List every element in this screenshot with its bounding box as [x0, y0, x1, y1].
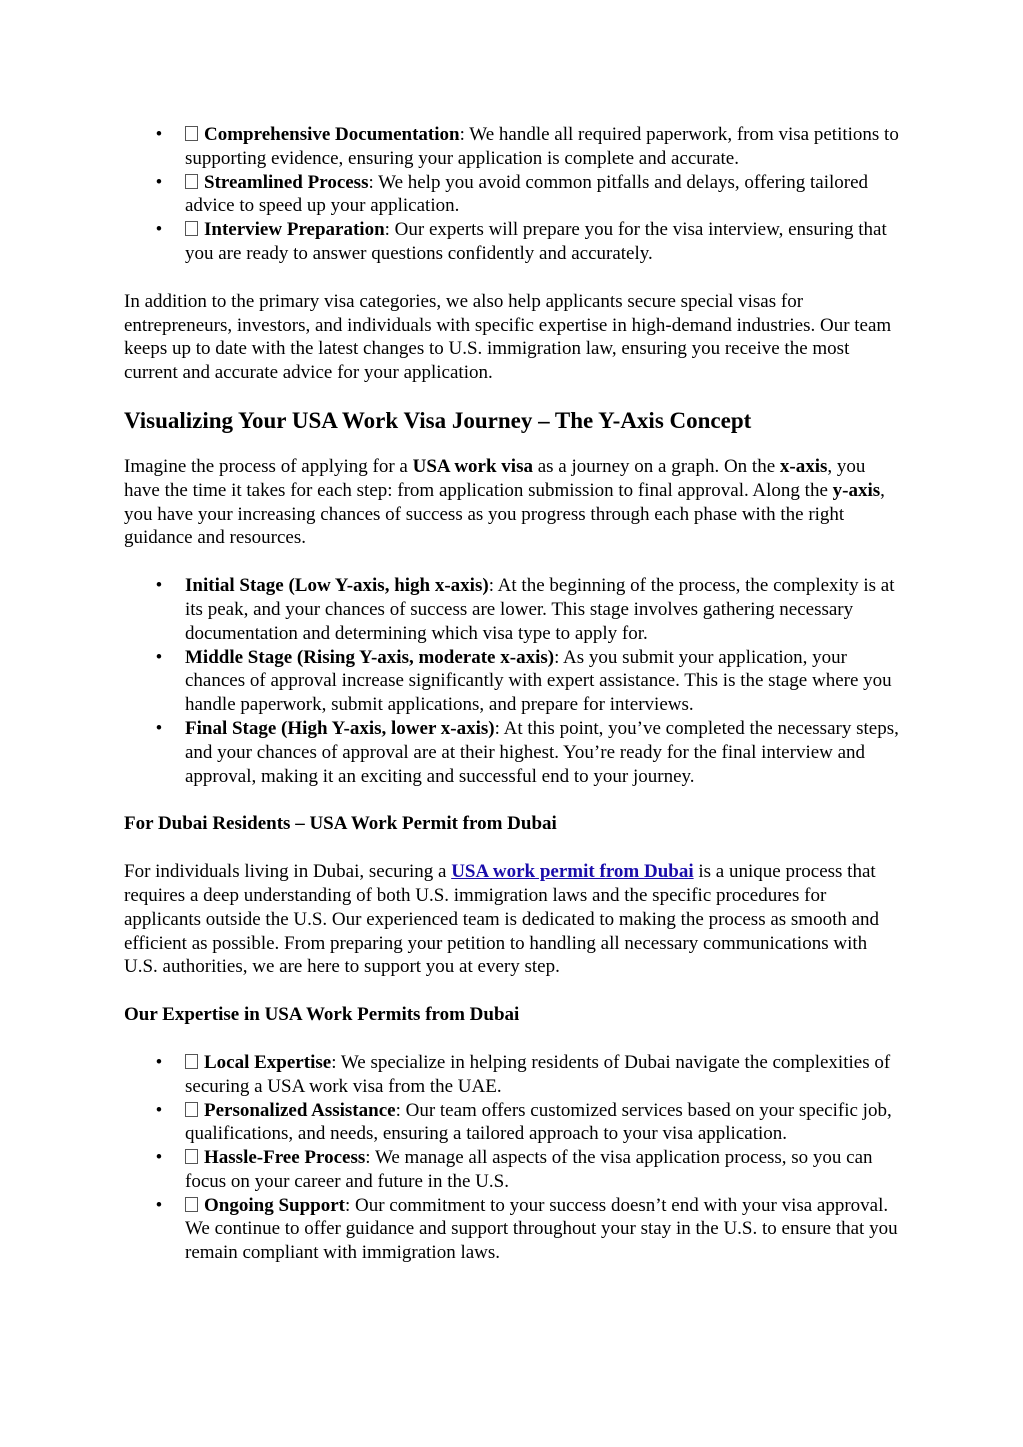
document-page	[124, 123, 904, 1265]
bold-run: USA work visa	[412, 455, 533, 477]
list-item	[124, 1099, 904, 1147]
text-run: is a unique process that requires a deep understanding of both U.S. immigration laws and the specific procedures for applicants outside the U.S. Our experienced team is dedicated to making the process as smooth and efficient as possible. From preparing your petition to handling all necessary communications with U.S. authorities, we are here to support you at every step.	[124, 861, 880, 978]
stages-list	[124, 574, 904, 788]
bullet-icon: •	[155, 646, 163, 668]
bullet-icon: •	[155, 1194, 163, 1216]
missing-glyph-icon	[185, 1102, 198, 1117]
text-run: For individuals living in Dubai, securing a	[124, 861, 452, 883]
list-item-title: Local Expertise	[204, 1051, 332, 1073]
list-item-text: : Our commitment to your success doesn’t end with your visa approval. We continue to offer guidance and support throughout your stay in the U.S. to ensure that you remain compliant with immigration laws.	[185, 1194, 898, 1264]
list-item-text: : We help you avoid common pitfalls and delays, offering tailored advice to speed up your application.	[185, 171, 869, 217]
text-run: , you have your increasing chances of success as you progress through each phase with the right guidance and resources.	[124, 479, 885, 549]
intro-list	[124, 123, 904, 266]
paragraph-additional: In addition to the primary visa categories, we also help applicants secure special visas for entrepreneurs, investors, and individuals with specific expertise in high-demand industries. Our team keeps up to date with the latest changes to U.S. immigration law, ensuring you receive the most current and accurate advice for your application.	[124, 290, 892, 384]
usa-work-permit-link[interactable]: USA work permit from Dubai	[451, 861, 694, 883]
list-item-title: Middle Stage (Rising Y-axis, moderate x-axis)	[185, 646, 555, 668]
list-item-text: : We manage all aspects of the visa application process, so you can focus on your career and future in the U.S.	[185, 1147, 873, 1192]
list-item-text: : At this point, you’ve completed the necessary steps, and your chances of approval are at their highest. You’re ready for the final interview and approval, making it an exciting and successful end to your journey.	[185, 717, 899, 787]
list-item-text: : Our team offers customized services based on your specific job, qualifications, and needs, ensuring a tailored approach to your visa application.	[185, 1099, 892, 1145]
bullet-icon: •	[155, 219, 163, 241]
bold-run: y-axis	[832, 479, 881, 501]
missing-glyph-icon	[185, 174, 198, 189]
text-run: , you have the time it takes for each step: from application submission to final approval. Along the	[124, 455, 866, 501]
heading-visualizing: Visualizing Your USA Work Visa Journey – The Y-Axis Concept	[124, 407, 752, 433]
list-item-title: Ongoing Support	[204, 1194, 345, 1216]
list-item	[124, 123, 904, 171]
text-run: Imagine the process of applying for a	[124, 455, 413, 477]
paragraph-dubai	[124, 860, 904, 979]
missing-glyph-icon	[185, 1054, 198, 1069]
list-item-title: Comprehensive Documentation	[204, 124, 460, 145]
list-item	[124, 1194, 904, 1265]
list-item-title: Initial Stage (Low Y-axis, high x-axis)	[185, 575, 489, 597]
missing-glyph-icon	[185, 1197, 198, 1212]
list-item	[124, 171, 904, 219]
list-item-title: Final Stage (High Y-axis, lower x-axis)	[185, 717, 495, 739]
list-item-title: Hassle-Free Process	[204, 1147, 366, 1169]
missing-glyph-icon	[185, 221, 198, 236]
list-item	[124, 717, 904, 788]
list-item	[124, 218, 904, 266]
list-item	[124, 1146, 904, 1194]
missing-glyph-icon	[185, 126, 198, 141]
list-item	[124, 646, 904, 717]
bold-run: x-axis	[779, 455, 828, 477]
paragraph-imagine	[124, 455, 904, 550]
bullet-icon: •	[155, 171, 163, 193]
bullet-icon: •	[155, 1147, 163, 1169]
list-item-title: Streamlined Process	[204, 171, 369, 193]
list-item-text: : At the beginning of the process, the complexity is at its peak, and your chances of success are lower. This stage involves gathering necessary documentation and determining which visa type to apply for.	[185, 575, 895, 644]
list-item	[124, 1051, 904, 1099]
list-item-text: : Our experts will prepare you for the visa interview, ensuring that you are ready to answer questions confidently and accurately.	[185, 219, 887, 264]
bullet-icon: •	[155, 575, 163, 597]
list-item-text: : As you submit your application, your chances of approval increase significantly with expert assistance. This is the stage where you handle paperwork, submit applications, and prepare for interviews.	[185, 646, 892, 716]
list-item-title: Personalized Assistance	[204, 1099, 396, 1121]
missing-glyph-icon	[185, 1149, 198, 1164]
bullet-icon: •	[155, 124, 163, 145]
list-item	[124, 574, 904, 645]
expertise-list	[124, 1051, 904, 1265]
list-item-text: : We specialize in helping residents of Dubai navigate the complexities of securing a USA work visa from the UAE.	[185, 1051, 891, 1097]
bullet-icon: •	[155, 1099, 163, 1121]
bullet-icon: •	[155, 717, 163, 739]
heading-expertise: Our Expertise in USA Work Permits from Dubai	[124, 1004, 520, 1026]
list-item-text: : We handle all required paperwork, from visa petitions to supporting evidence, ensuring your application is complete and accurate.	[185, 124, 899, 169]
bullet-icon: •	[155, 1051, 163, 1073]
text-run: as a journey on a graph. On the	[532, 455, 780, 477]
heading-dubai: For Dubai Residents – USA Work Permit from Dubai	[124, 813, 557, 835]
list-item-title: Interview Preparation	[204, 219, 385, 241]
